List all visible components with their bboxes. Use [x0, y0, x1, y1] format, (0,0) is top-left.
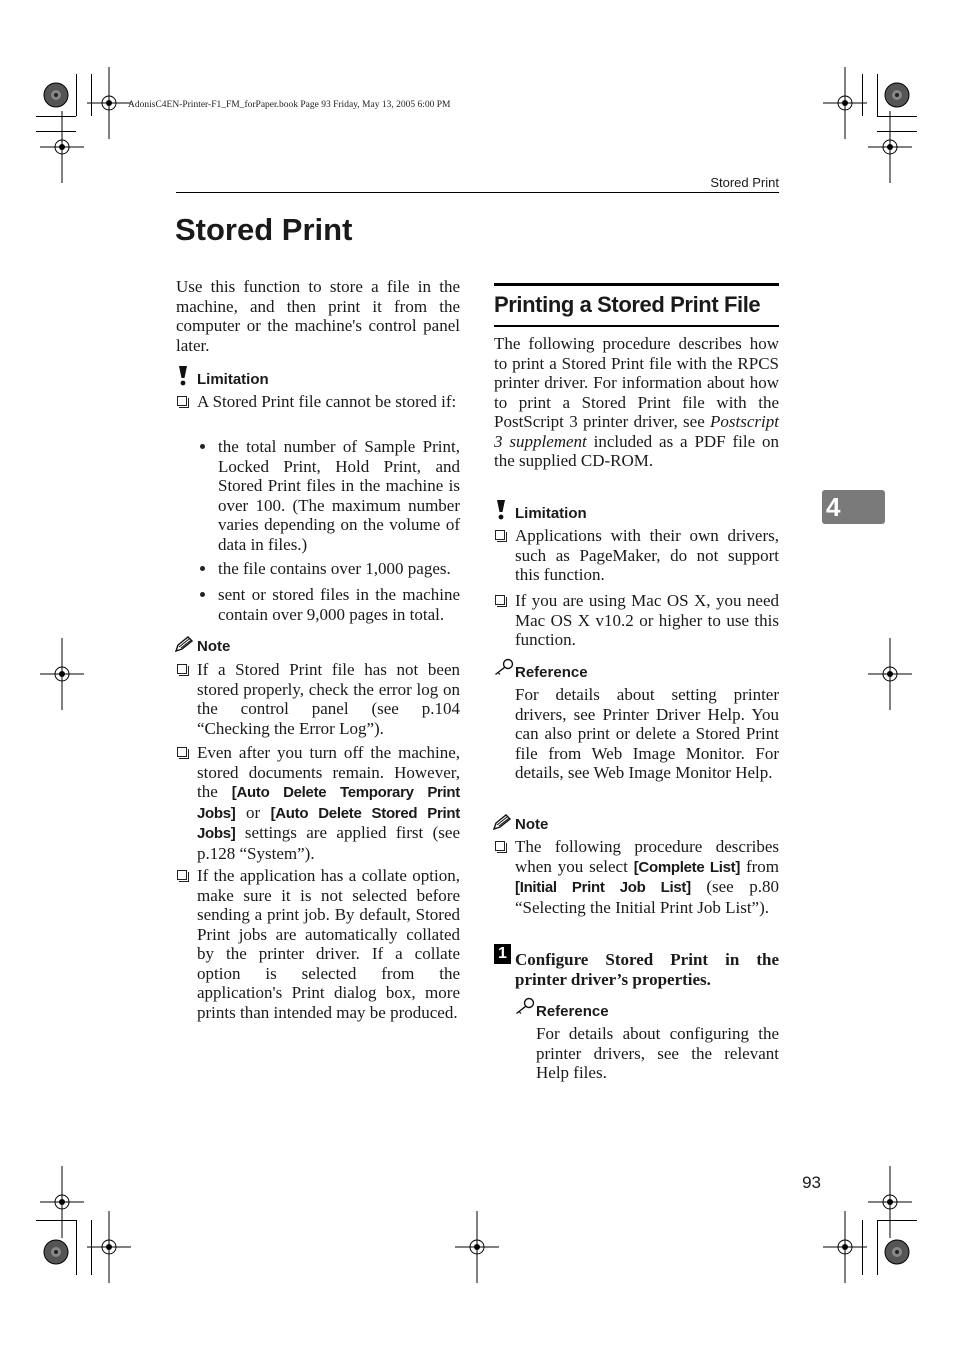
checkbox-icon — [177, 870, 187, 880]
checkbox-icon — [177, 396, 187, 406]
setting-key: [Auto Delete Temporary Print Jobs] — [197, 784, 460, 822]
note-pencil-icon — [493, 814, 511, 830]
note-label: Note — [197, 638, 231, 655]
note-item — [515, 837, 779, 917]
intro-text: included as a PDF file on the supplied CD-ROM. — [494, 431, 779, 470]
reference-key-icon — [494, 658, 514, 676]
limitation-label: Limitation — [515, 505, 587, 522]
manual-title: Postscript 3 supplement — [494, 412, 779, 451]
note-text: Even after you turn off the machine, stored documents remain. However, the — [197, 743, 460, 801]
bullet-icon — [200, 444, 205, 449]
note-text: (see p.80 “Selecting the Initial Print Job List”). — [515, 877, 779, 917]
note-text: settings are applied first (see p.128 “System”). — [197, 823, 460, 863]
note-label: Note — [515, 816, 549, 833]
bullet-icon — [200, 592, 205, 597]
limitation-icon — [495, 500, 507, 520]
note-item: If a Stored Print file has not been stored properly, check the error log on the control panel (see p.104 “Checking the Error Log”). — [197, 660, 460, 738]
reference-text: For details about configuring the printer drivers, see the relevant Help files. — [536, 1024, 779, 1082]
limitation-icon — [177, 366, 189, 386]
bullet-item: the total number of Sample Print, Locked Print, Hold Print, and Stored Print files in the machine is over 100. (The maximum number varies depending on the volume of data in files.) — [218, 437, 460, 554]
page-number: 93 — [802, 1173, 821, 1192]
limitation-item: Applications with their own drivers, such as PageMaker, do not support this function. — [515, 526, 779, 584]
section-rule-top — [494, 283, 779, 286]
intro-paragraph: Use this function to store a file in the machine, and then print it from the computer or the machine's control panel later. — [176, 277, 460, 355]
running-title: Stored Print — [710, 175, 779, 190]
step-text: Configure Stored Print in the printer driver’s properties. — [515, 950, 779, 989]
note-pencil-icon — [175, 636, 193, 652]
checkbox-icon — [495, 841, 505, 851]
checkbox-icon — [495, 595, 505, 605]
setting-key: [Auto Delete Stored Print Jobs] — [197, 804, 460, 842]
reference-label: Reference — [515, 664, 588, 681]
limitation-item: A Stored Print file cannot be stored if: — [197, 392, 457, 411]
header-rule — [176, 192, 779, 193]
section-title: Printing a Stored Print File — [494, 292, 761, 317]
note-text: The following procedure describes when you select — [515, 837, 779, 876]
bullet-icon — [200, 566, 205, 571]
page-title: Stored Print — [175, 212, 353, 247]
reference-label: Reference — [536, 1003, 609, 1020]
intro-text: The following procedure describes how to print a Stored Print file with the RPCS printer driver. For information about how to print a Stored Print file with the PostScript 3 printer driver, see — [494, 334, 779, 431]
procedure-intro — [494, 334, 779, 471]
note-text: from — [740, 856, 780, 876]
limitation-label: Limitation — [197, 371, 269, 388]
reference-key-icon — [515, 997, 535, 1015]
checkbox-icon — [177, 747, 187, 757]
note-item: If the application has a collate option, make sure it is not selected before sending a print job. By default, Stored Print jobs are automatically collated by the printer driver. If a collate option is selected from the application's Print dialog box, more prints than intended may be produced. — [197, 866, 460, 1022]
bullet-item: sent or stored files in the machine contain over 9,000 pages in total. — [218, 585, 460, 624]
section-rule-bottom — [494, 325, 779, 327]
checkbox-icon — [177, 664, 187, 674]
note-item — [197, 743, 460, 863]
chapter-tab: 4 — [822, 490, 885, 524]
file-info: AdonisC4EN-Printer-F1_FM_forPaper.book Page 93 Friday, May 13, 2005 6:00 PM — [128, 100, 451, 110]
limitation-item: If you are using Mac OS X, you need Mac OS X v10.2 or higher to use this function. — [515, 591, 779, 649]
setting-key: [Initial Print Job List] — [515, 879, 691, 896]
setting-key: [Complete List] — [633, 858, 741, 876]
note-text: or — [235, 802, 271, 822]
reference-text: For details about setting printer drivers, see Printer Driver Help. You can also print or delete a Stored Print file from Web Image Monitor. For details, see Web Image Monitor Help. — [515, 685, 779, 782]
bullet-item: the file contains over 1,000 pages. — [218, 559, 451, 578]
step-number: 1 — [494, 944, 511, 964]
checkbox-icon — [495, 530, 505, 540]
